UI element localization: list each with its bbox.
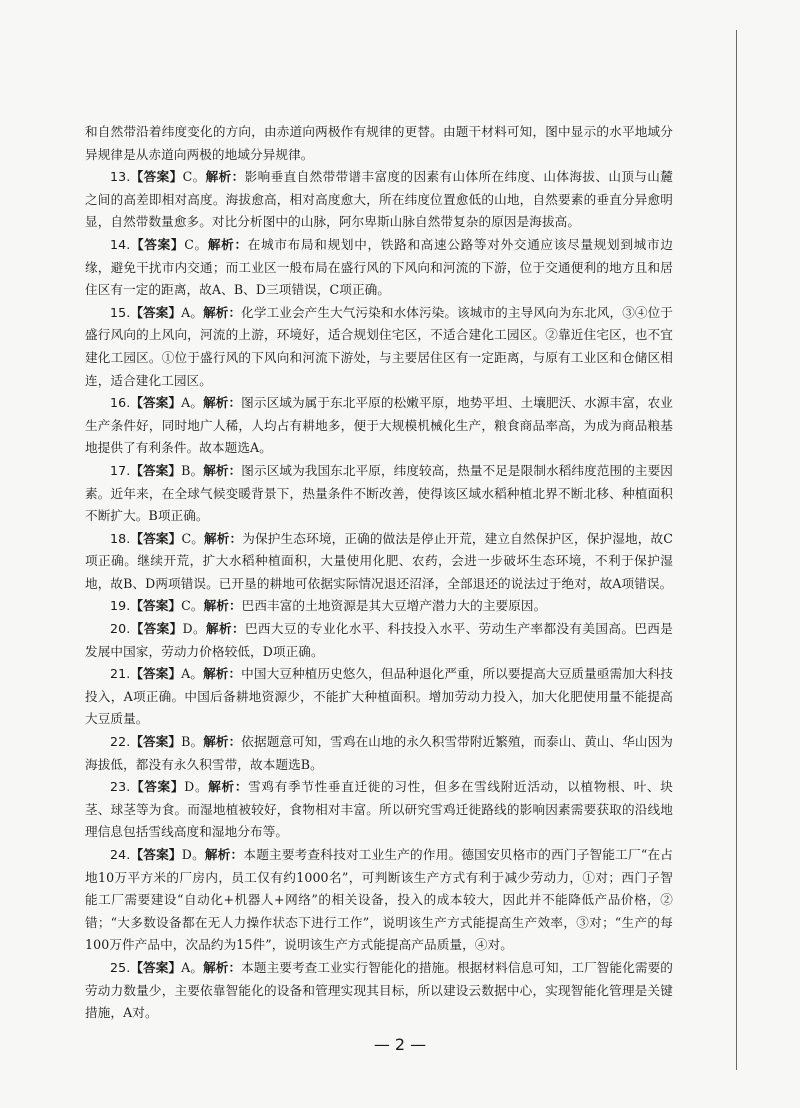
question-number: 25. bbox=[110, 959, 131, 975]
explanation-label: 解析： bbox=[203, 598, 242, 614]
answer-item bbox=[85, 166, 673, 234]
explanation-text: 化学工业会产生大气污染和水体污染。该城市的主导风向为东北风，③④位于盛行风向的上风向，河流的上游，环境好，适合规划住宅区，不适合建化工园区。②靠近住宅区，也不宜建化工园区。①位于盛行风的下风向和河流下游处，与主要居住区有一定距离，与原有工业区和仓储区相连，适合建化工园区。 bbox=[85, 304, 673, 388]
page-number: — 2 — bbox=[373, 1035, 427, 1054]
answer-key: C。 bbox=[182, 169, 206, 185]
explanation-text: 影响垂直自然带带谱丰富度的因素有山体所在纬度、山体海拔、山顶与山麓之间的高差即相对高度。海拔愈高，相对高度愈大，所在纬度位置愈低的山地，自然要素的垂直分异愈明显，自然带数量愈多。对比分析图中的山脉，阿尔卑斯山脉自然带复杂的原因是海拔高。 bbox=[85, 169, 673, 230]
answer-item bbox=[85, 528, 673, 596]
answer-label: 【答案】 bbox=[130, 734, 182, 750]
answer-key: D。 bbox=[182, 621, 207, 637]
explanation-label: 解析： bbox=[205, 169, 245, 185]
explanation-text: 依据题意可知，雪鸡在山地的永久积雪带附近繁殖，而泰山、黄山、华山因为海拔低，都没有永久积雪带，故本题选B。 bbox=[85, 734, 673, 772]
answer-item bbox=[85, 618, 673, 663]
answer-item bbox=[85, 844, 673, 957]
explanation-label: 解析： bbox=[203, 304, 242, 320]
answer-list bbox=[85, 166, 673, 1025]
answer-key: D。 bbox=[181, 847, 205, 862]
answer-label: 【答案】 bbox=[130, 304, 182, 320]
answer-key: A。 bbox=[181, 666, 204, 682]
explanation-text: 在城市布局和规划中，铁路和高速公路等对外交通应该尽量规划到城市边缘，避免干扰市内交通；而工业区一般布局在盛行风的下风向和河流的下游，位于交通便利的地方且和居住区有一定的距离，故A、B、D三项错误，C项正确。 bbox=[85, 236, 673, 298]
answer-item bbox=[85, 957, 673, 1025]
explanation-label: 解析： bbox=[204, 847, 244, 862]
question-number: 16. bbox=[110, 395, 131, 411]
answer-label: 【答案】 bbox=[130, 598, 182, 614]
question-number: 21. bbox=[110, 666, 131, 682]
explanation-label: 解析： bbox=[203, 959, 242, 975]
question-number: 22. bbox=[110, 734, 131, 750]
question-number: 17. bbox=[110, 462, 131, 478]
explanation-label: 解析： bbox=[207, 236, 248, 252]
answer-label: 【答案】 bbox=[130, 959, 182, 975]
answer-label: 【答案】 bbox=[130, 779, 185, 795]
question-number: 13. bbox=[110, 169, 131, 185]
explanation-text: 巴西丰富的土地资源是其大豆增产潜力大的主要原因。 bbox=[241, 598, 547, 614]
answer-item bbox=[85, 392, 673, 460]
explanation-text: 图示区域为属于东北平原的松嫩平原，地势平坦、土壤肥沃、水源丰富，农业生产条件好，同时地广人稀，人均占有耕地多，便于大规模机械化生产，粮食商品率高，为成为商品粮基地提供了有利条件。故本题选A。 bbox=[85, 395, 673, 456]
explanation-label: 解析： bbox=[203, 734, 242, 750]
explanation-label: 解析： bbox=[204, 530, 243, 546]
intro-paragraph: 和自然带沿着纬度变化的方向，由赤道向两极作有规律的更替。由题干材料可知，图中显示的水平地域分异规律是从赤道向两极的地域分异规律。 bbox=[85, 124, 673, 162]
answer-item bbox=[85, 663, 673, 731]
answer-item bbox=[85, 460, 673, 528]
answer-document bbox=[85, 121, 673, 1025]
answer-item bbox=[85, 234, 673, 302]
explanation-text: 本题主要考查科技对工业生产的作用。德国安贝格市的西门子智能工厂“在占地10万平方米的厂房内，员工仅有约1000名”，可判断该生产方式有利于减少劳动力，①对；西门子智能工厂需要建设“自动化+机器人+网络”的相关设备，投入的成本较大，因此并不能降低产品价格，②错；“大多数设备都在无人力操作状态下进行工作”，说明该生产方式能提高生产效率，③对；“生产的每100万件产品中，次品约为15件”，说明该生产方式能提高产品质量，④对。 bbox=[85, 847, 673, 953]
answer-label: 【答案】 bbox=[130, 169, 183, 185]
explanation-label: 解析： bbox=[206, 621, 245, 637]
answer-key: D。 bbox=[184, 779, 209, 795]
question-number: 24. bbox=[110, 847, 131, 862]
question-number: 15. bbox=[110, 304, 131, 320]
explanation-label: 解析： bbox=[203, 395, 242, 411]
answer-label: 【答案】 bbox=[130, 847, 182, 862]
page-edge-line bbox=[736, 30, 737, 1070]
explanation-text: 中国大豆种植历史悠久，但品种退化严重，所以要提高大豆质量亟需加大科技投入，A项正确。中国后备耕地资源少，不能扩大种植面积。增加劳动力投入，加大化肥使用量不能提高大豆质量。 bbox=[85, 666, 673, 727]
explanation-text: 图示区域为我国东北平原，纬度较高，热量不足是限制水稻纬度范围的主要因素。近年来，在全球气候变暖背景下，热量条件不断改善，使得该区域水稻种植北界不断北移、种植面积不断扩大。B项正确。 bbox=[85, 462, 673, 524]
answer-item bbox=[85, 731, 673, 776]
answer-key: C。 bbox=[181, 598, 204, 614]
answer-label: 【答案】 bbox=[130, 236, 185, 252]
question-number: 23. bbox=[110, 779, 131, 795]
answer-key: B。 bbox=[181, 734, 204, 750]
answer-item bbox=[85, 595, 673, 618]
explanation-label: 解析： bbox=[203, 462, 242, 478]
answer-label: 【答案】 bbox=[130, 395, 182, 411]
explanation-text: 本题主要考查工业实行智能化的措施。根据材料信息可知，工厂智能化需要的劳动力数量少，主要依靠智能化的设备和管理实现其目标，所以建设云数据中心，实现智能化管理是关键措施，A对。 bbox=[85, 959, 673, 1021]
answer-key: A。 bbox=[181, 395, 204, 411]
answer-item bbox=[85, 302, 673, 392]
explanation-label: 解析： bbox=[203, 666, 242, 682]
question-number: 18. bbox=[110, 530, 131, 546]
answer-key: B。 bbox=[181, 462, 204, 478]
answer-key: A。 bbox=[181, 304, 204, 320]
question-number: 19. bbox=[110, 598, 131, 614]
explanation-text: 为保护生态环境，正确的做法是停止开荒，建立自然保护区，保护湿地，故C项正确。继续开荒，扩大水稻种植面积，大量使用化肥、农药，会进一步破坏生态环境，不利于保护湿地，故B、D两项错误。已开垦的耕地可依据实际情况退还沼泽，全部退还的说法过于绝对，故A项错误。 bbox=[85, 530, 673, 591]
explanation-text: 雪鸡有季节性垂直迁徙的习性，但多在雪线附近活动，以植物根、叶、块茎、球茎等为食。而湿地植被较好，食物相对丰富。所以研究雪鸡迁徙路线的影响因素需要获取的沿线地理信息包括雪线高度和湿地分布等。 bbox=[85, 779, 673, 840]
answer-key: C。 bbox=[184, 236, 208, 252]
answer-label: 【答案】 bbox=[130, 666, 182, 682]
answer-label: 【答案】 bbox=[130, 530, 182, 546]
explanation-label: 解析： bbox=[208, 779, 249, 795]
explanation-text: 巴西大豆的专业化水平、科技投入水平、劳动生产率都没有美国高。巴西是发展中国家，劳动力价格较低，D项正确。 bbox=[85, 621, 673, 659]
answer-key: A。 bbox=[181, 959, 204, 975]
answer-item bbox=[85, 776, 673, 844]
question-number: 14. bbox=[110, 236, 131, 252]
answer-label: 【答案】 bbox=[130, 462, 182, 478]
answer-label: 【答案】 bbox=[130, 621, 183, 637]
answer-key: C。 bbox=[181, 530, 204, 546]
question-number: 20. bbox=[110, 621, 131, 637]
